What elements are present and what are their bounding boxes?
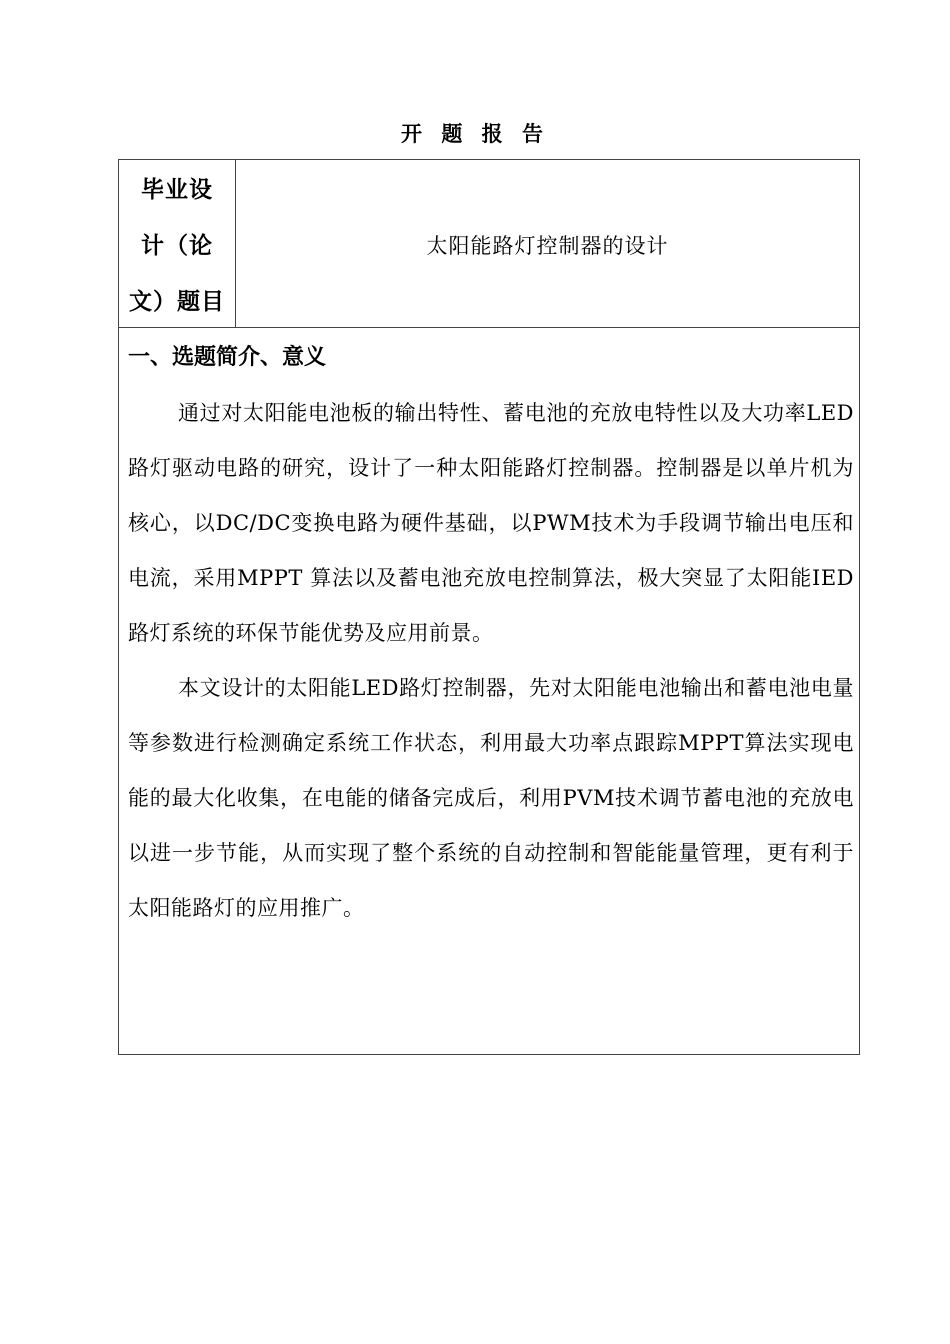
content-cell xyxy=(128,330,854,936)
topic-value: 太阳能路灯控制器的设计 xyxy=(426,234,669,258)
document-title: 开 题 报 告 xyxy=(401,122,549,146)
topic-label-cell xyxy=(119,160,236,328)
topic-value-cell xyxy=(236,160,859,328)
topic-label-line-2: 计（论 xyxy=(141,233,213,259)
row-divider xyxy=(119,327,859,328)
topic-label-line-3: 文）题目 xyxy=(129,289,225,315)
section-heading: 一、选题简介、意义 xyxy=(128,345,327,370)
topic-label-line-1: 毕业设 xyxy=(141,177,213,203)
paragraph-1: 通过对太阳能电池板的输出特性、蓄电池的充放电特性以及大功率LED路灯驱动电路的研究，设计了一种太阳能路灯控制器。控制器是以单片机为核心，以DC/DC变换电路为硬件基础，以PWM技术为手段调节输出电压和电流，采用MPPT 算法以及蓄电池充放电控制算法，极大突显了太阳能IED路灯系统的环保节能优势及应用前景。 xyxy=(128,401,854,645)
paragraph-2: 本文设计的太阳能LED路灯控制器，先对太阳能电池输出和蓄电池电量等参数进行检测确定系统工作状态，利用最大功率点跟踪MPPT算法实现电能的最大化收集，在电能的储备完成后，利用PVM技术调节蓄电池的充放电以进一步节能，从而实现了整个系统的自动控制和智能能量管理，更有利于太阳能路灯的应用推广。 xyxy=(128,676,854,920)
report-table xyxy=(118,159,860,1055)
